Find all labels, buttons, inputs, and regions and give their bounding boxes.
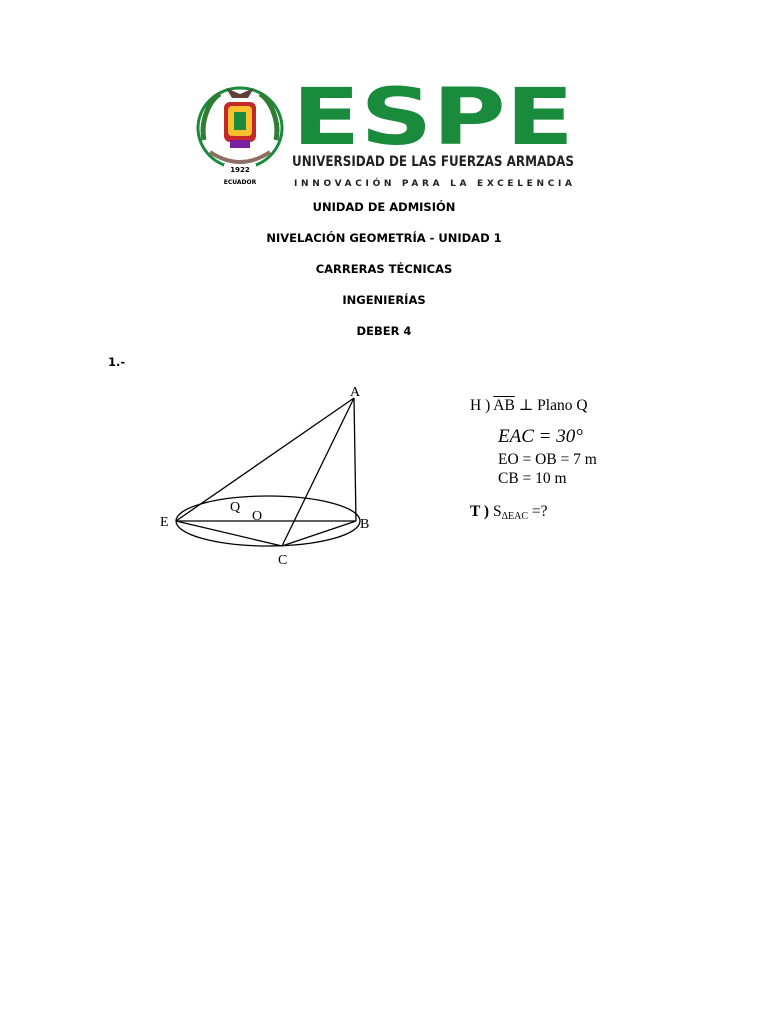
heading-admission: UNIDAD DE ADMISIÓN xyxy=(312,200,456,214)
document-headings xyxy=(0,198,768,353)
thesis-line xyxy=(470,502,548,526)
perpendicular-symbol: ⊥ xyxy=(518,397,534,414)
seal-country: ECUADOR xyxy=(223,179,257,186)
segment-ab: $\overline{AB}$ xyxy=(493,397,515,414)
edge-ea xyxy=(176,398,354,521)
area-subscript: ΔEAC xyxy=(501,511,529,522)
university-motto: INNOVACIÓN PARA LA EXCELENCIA xyxy=(294,179,572,189)
edge-ab xyxy=(354,398,356,521)
area-symbol: S xyxy=(492,503,502,520)
brand-wordmark: ESPE xyxy=(292,80,574,163)
university-name: UNIVERSIDAD DE LAS FUERZAS ARMADAS xyxy=(292,154,574,170)
heading-assignment: DEBER 4 xyxy=(356,324,412,338)
seal-year: 1922 xyxy=(230,166,250,174)
geometry-figure xyxy=(150,380,390,574)
espe-logo xyxy=(190,80,580,190)
label-c: C xyxy=(278,553,288,568)
hypothesis-line xyxy=(470,396,588,415)
label-e: E xyxy=(160,515,169,530)
heading-engineering: INGENIERÍAS xyxy=(342,293,426,307)
angle-value: EAC = 30° xyxy=(498,426,583,447)
question-number: 1.- xyxy=(108,355,126,369)
thesis-prefix: T ) xyxy=(470,503,490,520)
thesis-suffix: =? xyxy=(528,503,548,520)
edge-ac xyxy=(282,398,354,546)
cone-diagram xyxy=(150,380,390,570)
edge-ec xyxy=(176,521,282,546)
seal-icon xyxy=(198,88,282,172)
angle-condition xyxy=(498,427,583,446)
condition-eo-ob: EO = OB = 7 m xyxy=(498,451,597,468)
label-b: B xyxy=(360,517,370,532)
label-a: A xyxy=(350,385,361,400)
espe-logo-graphic xyxy=(190,80,580,190)
heading-course: NIVELACIÓN GEOMETRÍA - UNIDAD 1 xyxy=(266,231,502,245)
label-o: O xyxy=(252,509,263,524)
condition-cb: CB = 10 m xyxy=(498,470,567,487)
label-q: Q xyxy=(230,500,241,515)
plane-name: Plano Q xyxy=(537,397,588,414)
heading-careers: CARRERAS TÉCNICAS xyxy=(315,262,453,276)
hypothesis-prefix: H ) xyxy=(470,397,491,414)
